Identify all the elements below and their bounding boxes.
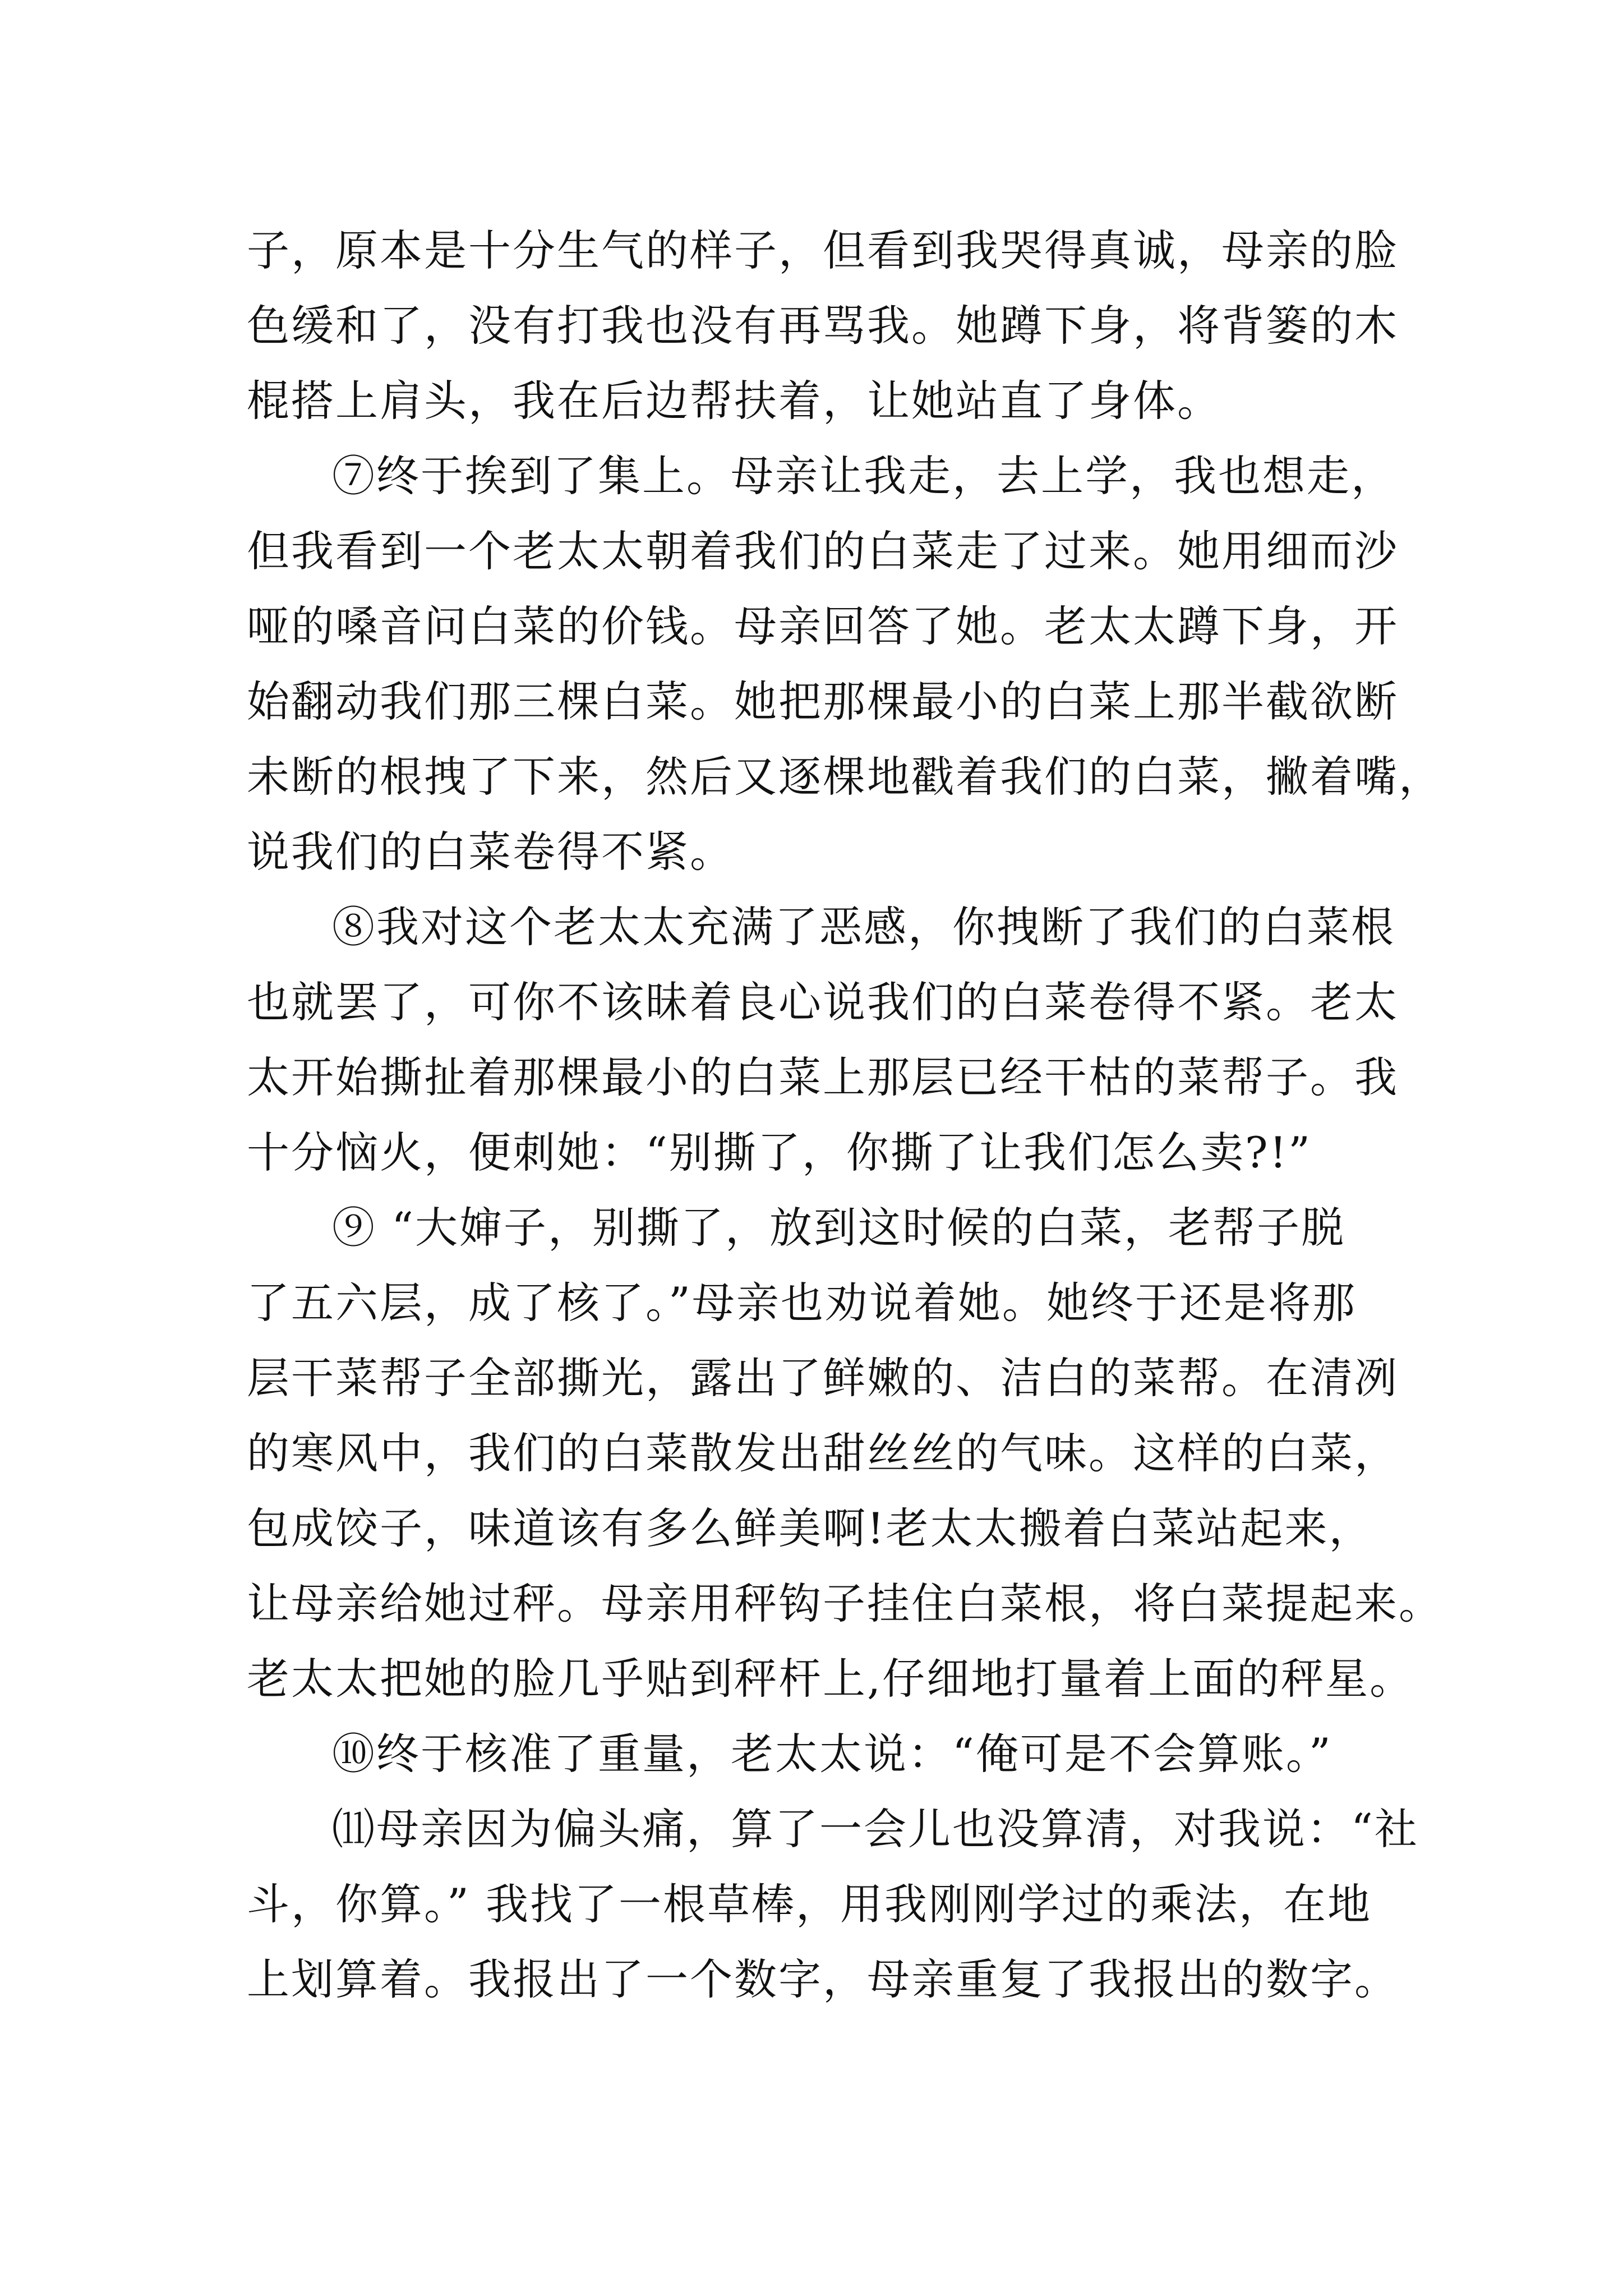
- text-line: 老太太把她的脸几乎贴到秤杆上,仔细地打量着上面的秤星。: [247, 1654, 1414, 1704]
- text-line: 了五六层，成了核了。”母亲也劝说着她。她终于还是将那: [247, 1278, 1357, 1328]
- text-line: 始翻动我们那三棵白菜。她把那棵最小的白菜上那半截欲断: [247, 677, 1399, 726]
- text-line: ⑾母亲因为偏头痛，算了一会儿也没算清，对我说：“社: [332, 1804, 1419, 1854]
- text-line: 说我们的白菜卷得不紧。: [247, 827, 734, 877]
- text-line: 的寒风中，我们的白菜散发出甜丝丝的气味。这样的白菜，: [247, 1428, 1399, 1478]
- text-line: 未断的根拽了下来，然后又逐棵地戳着我们的白菜，撇着嘴，: [247, 752, 1443, 802]
- text-line: 让母亲给她过秤。母亲用秤钩子挂住白菜根，将白菜提起来。: [247, 1579, 1443, 1628]
- text-line: 但我看到一个老太太朝着我们的白菜走了过来。她用细而沙: [247, 526, 1399, 576]
- text-line: 子，原本是十分生气的样子，但看到我哭得真诚，母亲的脸: [247, 226, 1399, 275]
- text-line: 斗，你算。” 我找了一根草棒，用我刚刚学过的乘法，在地: [247, 1879, 1372, 1929]
- body-text: [247, 213, 1443, 2017]
- text-line: ⑦终于挨到了集上。母亲让我走，去上学，我也想走，: [332, 451, 1395, 501]
- text-line: 哑的嗓音问白菜的价钱。母亲回答了她。老太太蹲下身，开: [247, 601, 1399, 651]
- text-line: 棍搭上肩头，我在后边帮扶着，让她站直了身体。: [247, 376, 1221, 426]
- text-line: 也就罢了，可你不该昧着良心说我们的白菜卷得不紧。老太: [247, 977, 1399, 1027]
- text-line: 太开始撕扯着那棵最小的白菜上那层已经干枯的菜帮子。我: [247, 1052, 1399, 1102]
- text-line: 十分恼火，便刺她：“别撕了，你撕了让我们怎么卖?!”: [247, 1128, 1312, 1177]
- text-line: 色缓和了，没有打我也没有再骂我。她蹲下身，将背篓的木: [247, 301, 1399, 351]
- text-line: ⑨ “大婶子，别撕了，放到这时候的白菜，老帮子脱: [332, 1203, 1346, 1253]
- text-line: 层干菜帮子全部撕光，露出了鲜嫩的、洁白的菜帮。在清冽: [247, 1353, 1399, 1403]
- text-line: 包成饺子，味道该有多么鲜美啊!老太太搬着白菜站起来，: [247, 1503, 1373, 1553]
- text-line: ⑩终于核准了重量，老太太说：“俺可是不会算账。”: [332, 1729, 1332, 1779]
- text-line: ⑧我对这个老太太充满了恶感，你拽断了我们的白菜根: [332, 902, 1395, 952]
- text-line: 上划算着。我报出了一个数字，母亲重复了我报出的数字。: [247, 1954, 1399, 2004]
